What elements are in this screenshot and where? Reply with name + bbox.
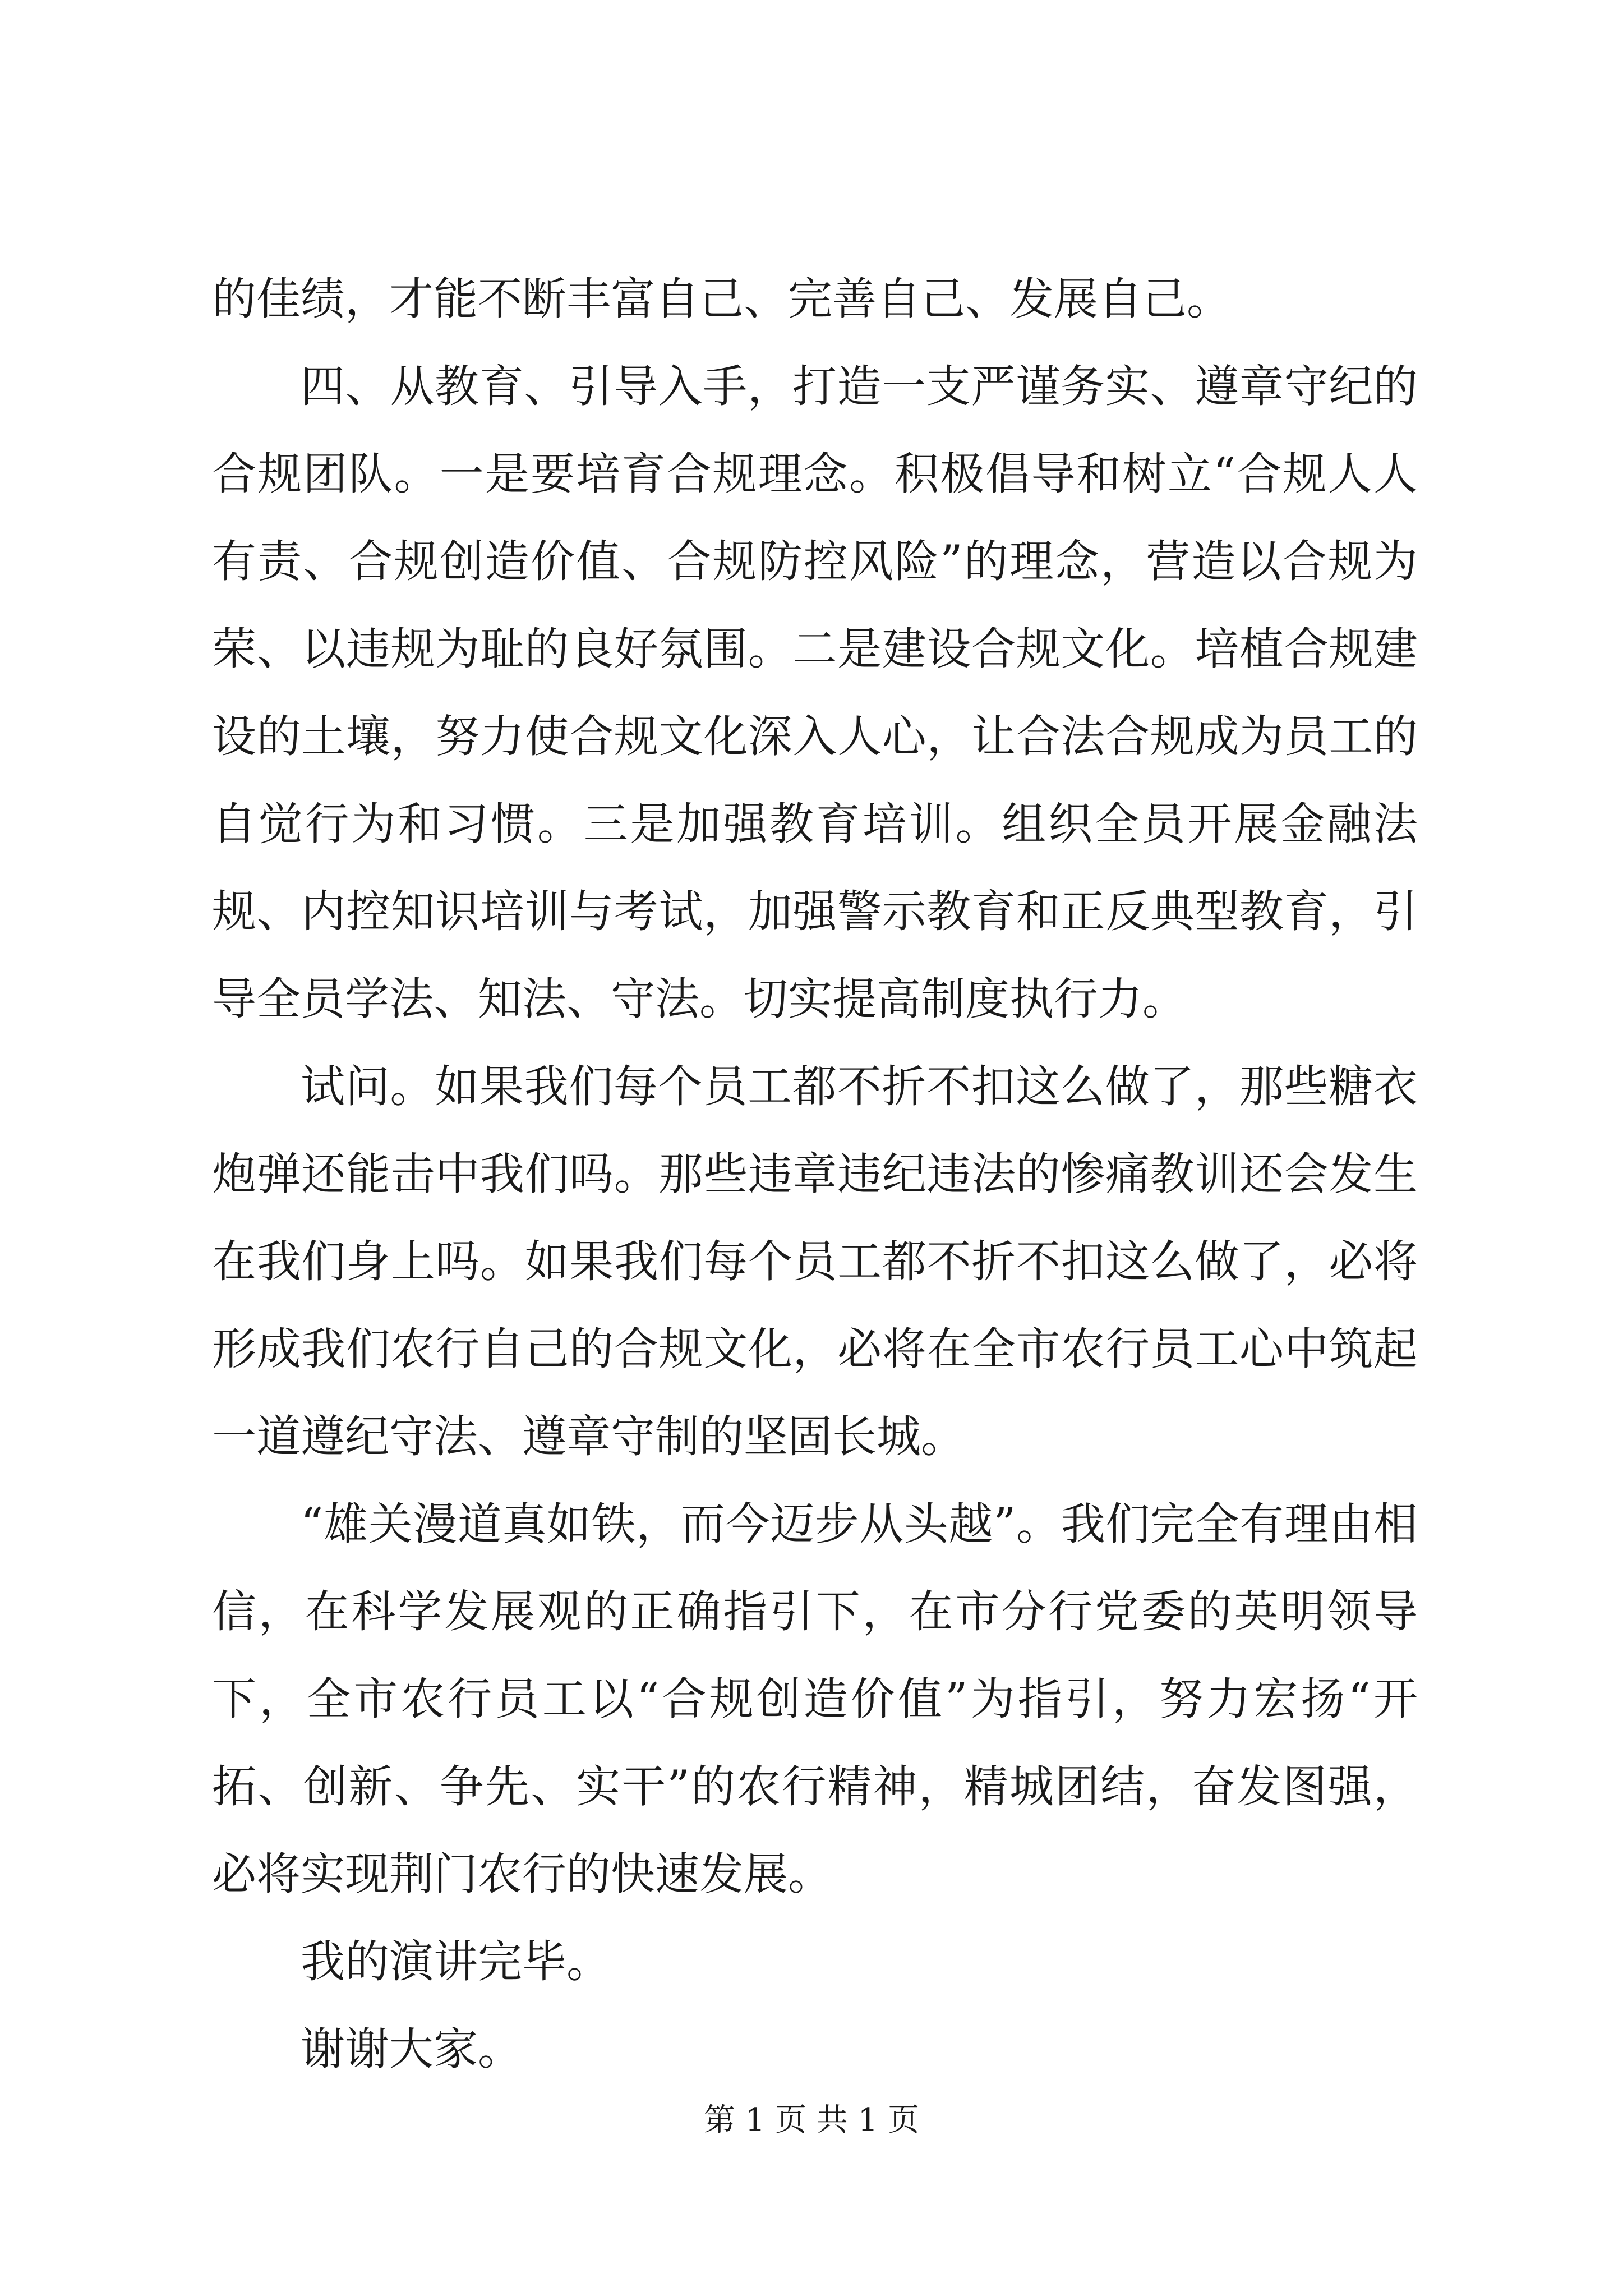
- paragraph-continuation: 的佳绩，才能不断丰富自己、完善自己、发展自己。: [212, 273, 1231, 325]
- paragraph-compliance-team: 四、从教育、引导入手，打造一支严谨务实、遵章守纪的合规团队。一是要培育合规理念。积极倡导和树立“合规人人有责、合规创造价值、合规防控风险”的理念，营造以合规为荣、以违规为耻的良好氛围。二是建设合规文化。培植合规建设的土壤，努力使合规文化深入人心，让合法合规成为员工的自觉行为和习惯。三是加强教育培训。组织全员开展金融法规、内控知识培训与考试，加强警示教育和正反典型教育，引导全员学法、知法、守法。切实提高制度执行力。: [212, 361, 1418, 1025]
- paragraph-thanks: 谢谢大家。: [301, 2023, 522, 2075]
- document-body: [212, 255, 1418, 2093]
- paragraph-conclusion: “雄关漫道真如铁，而今迈步从头越”。我们完全有理由相信，在科学发展观的正确指引下，在市分行党委的英明领导下，全市农行员工以“合规创造价值”为指引，努力宏扬“开拓、创新、争先、实干”的农行精神，精城团结，奋发图强，必将实现荆门农行的快速发展。: [212, 1498, 1418, 1900]
- paragraph-speech-end: 我的演讲完毕。: [301, 1936, 611, 1987]
- page-number-footer: 第 1 页 共 1 页: [703, 2102, 920, 2138]
- paragraph-question: 试问。如果我们每个员工都不折不扣这么做了，那些糖衣炮弹还能击中我们吗。那些违章违纪违法的惨痛教训还会发生在我们身上吗。如果我们每个员工都不折不扣这么做了，必将形成我们农行自己的合规文化，必将在全市农行员工心中筑起一道遵纪守法、遵章守制的坚固长城。: [212, 1061, 1418, 1462]
